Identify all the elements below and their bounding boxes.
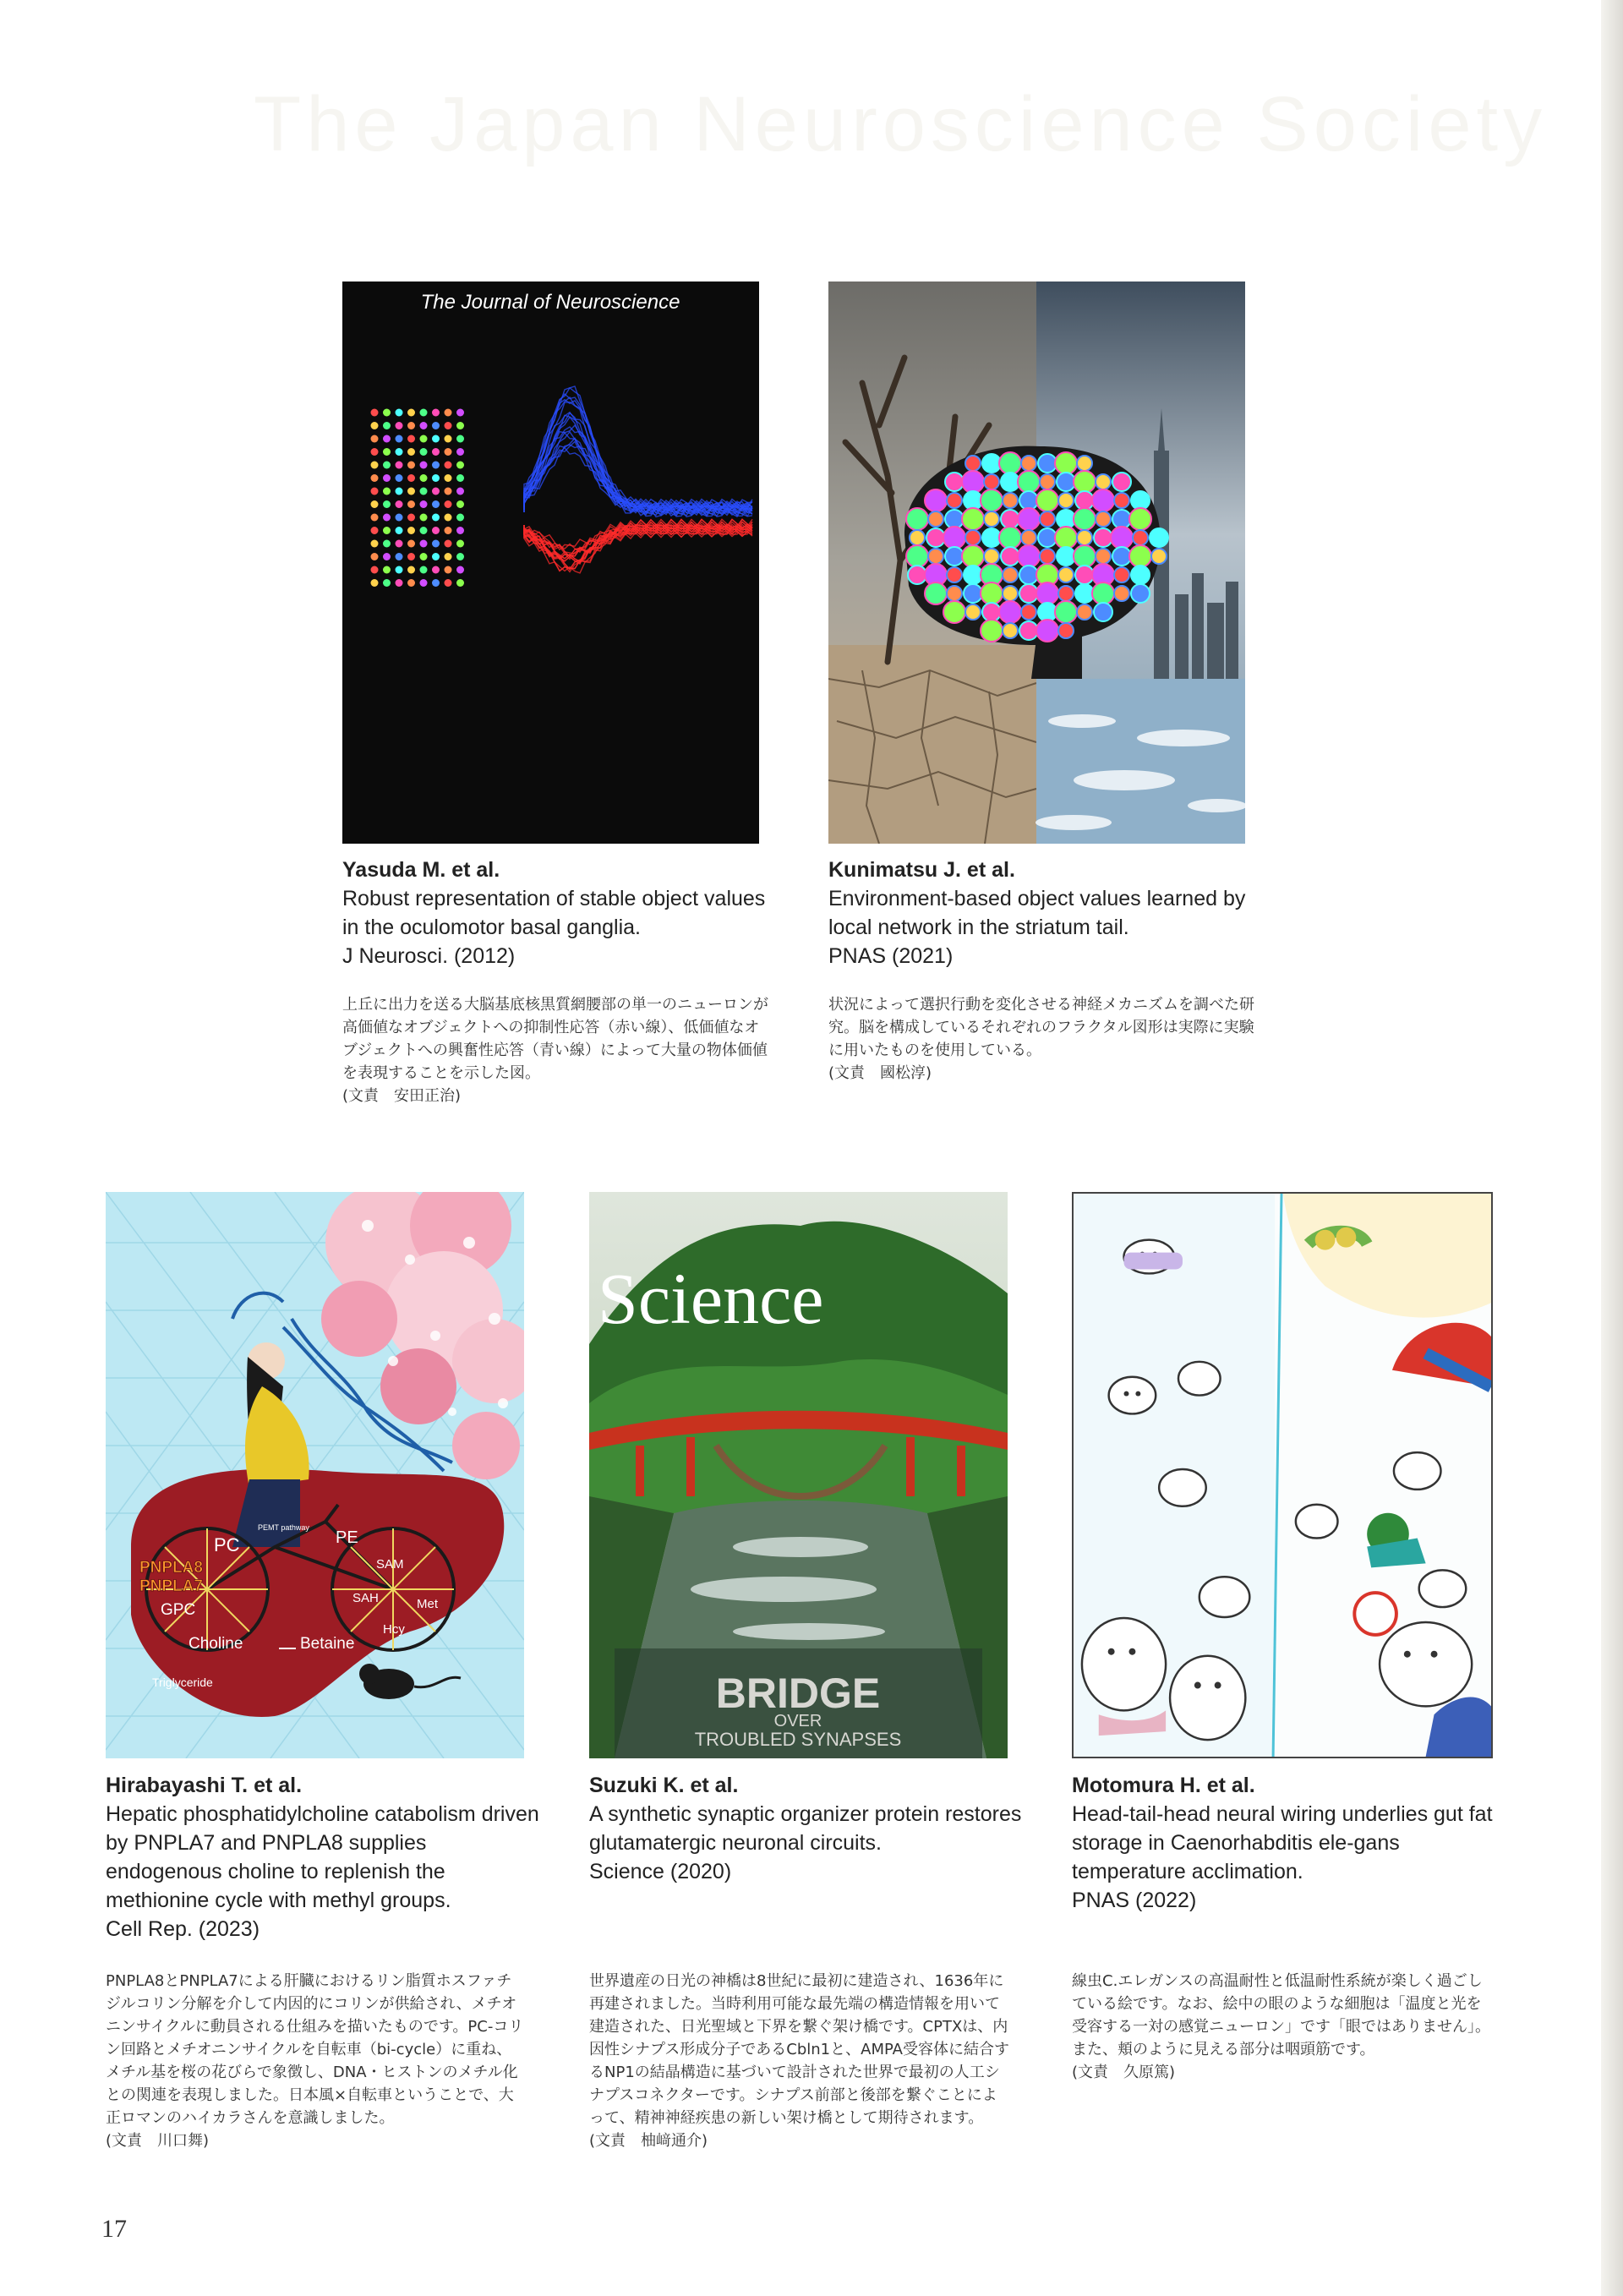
fractal-dot [407,474,415,482]
fractal-dot [1096,549,1111,564]
description-hirabayashi [106,1970,527,2152]
fractal-dot [1096,511,1111,527]
fractal-dot [407,566,415,574]
fractal-dot [1001,510,1019,528]
fractal-dot [1077,530,1092,545]
fractal-dot [371,500,379,508]
fractal-dot [1151,549,1167,564]
fractal-dot [1058,623,1074,638]
fractal-dot [982,528,1001,547]
paper-title: A synthetic synaptic organizer protein restores glutamatergic neuronal circuits. [589,1802,1022,1855]
fractal-dot [962,471,984,493]
fractal-dot [984,474,999,489]
journal: J Neurosci. (2012) [342,944,516,968]
fractal-dot [383,409,391,417]
fractal-dot [1036,582,1058,604]
science-cover-art [589,1192,1008,1758]
fractal-dot [445,500,452,508]
fractal-dot [1112,547,1131,566]
fractal-dot [432,462,440,469]
fractal-dot [943,601,965,623]
fractal-dot [984,549,999,564]
fractal-dot [456,540,464,548]
float-ring [1124,1253,1183,1270]
fractal-dot [1129,545,1151,567]
fractal-dot [383,540,391,548]
beach-ball [1354,1593,1396,1635]
fractal-dot [432,579,440,587]
fractal-dot [383,579,391,587]
fractal-dot [925,489,947,511]
description-credit: (文責 久原篤) [1072,2064,1176,2081]
fractal-dot [383,527,391,534]
label-sah: SAH [352,1591,379,1605]
label-pnpla7: PNPLA7 [139,1577,203,1595]
fractal-dot [1001,473,1019,491]
description-suzuki [589,1970,1010,2152]
fractal-dot [1150,528,1168,547]
celegans-illustration [1074,1194,1491,1757]
fractal-dot [1018,471,1040,493]
fractal-dot [396,553,403,560]
description-text: 線虫C.エレガンスの高温耐性と低温耐性系統が楽しく過ごしている絵です。なお、絵中の眼のような細胞は「温度と光を受容する一対の感覚ニューロン」です「眼ではありません」。また、頬のように見える部分は咽頭筋です。 [1072,1972,1490,2058]
fractal-dot [383,514,391,522]
fractal-dot [432,527,440,534]
fractal-dot [1021,604,1036,620]
cover-jneurosci [342,282,759,844]
fractal-dot [1133,530,1148,545]
fractal-dot [945,510,964,528]
fractal-dot [371,540,379,548]
fractal-dot [407,462,415,469]
fractal-dot [371,435,379,443]
caption-suzuki [589,1771,1029,1886]
paper-title: Head-tail-head neural wiring underlies gut fat storage in Caenorhabditis ele-gans temperature acclimation. [1072,1802,1493,1883]
headline-bridge: BRIDGE [715,1670,881,1717]
fractal-dot [407,579,415,587]
fractal-dot [432,566,440,574]
science-masthead: Science [598,1258,824,1339]
cover-journal-title: The Journal of Neuroscience [420,291,680,314]
fractal-dot [1003,567,1018,582]
description-credit: (文責 柚﨑通介) [589,2132,708,2150]
fractal-dot [945,473,964,491]
fractal-dot [1019,621,1038,640]
fractal-dot [420,462,428,469]
fractal-dot [371,514,379,522]
cover-cellrep [106,1192,524,1758]
fractal-dot [456,566,464,574]
fractal-dot [432,448,440,456]
fractal-dot [432,435,440,443]
fractal-dot [1018,545,1040,567]
fractal-dot [456,435,464,443]
fractal-dot [1131,491,1150,510]
fractal-dot [1055,527,1077,549]
fractal-dot [964,584,982,603]
fractal-dot [926,528,945,547]
fractal-dot [1114,567,1129,582]
fractal-dot [1112,473,1131,491]
fractal-dot [1003,623,1018,638]
fractal-dot [906,545,928,567]
fractal-dot [396,500,403,508]
label-pnpla8: PNPLA8 [139,1559,203,1577]
fractal-dot [999,452,1021,474]
fractal-dot [407,448,415,456]
caption-hirabayashi [106,1771,545,1943]
label-met: Met [417,1597,439,1611]
journal: PNAS (2021) [828,944,954,968]
journal: Cell Rep. (2023) [106,1917,260,1941]
fractal-dot [1021,456,1036,471]
fractal-dot [396,474,403,482]
fractal-dot [456,514,464,522]
fractal-dot [371,566,379,574]
fractal-dot [407,500,415,508]
fractal-dot [420,579,428,587]
fractal-dot [1057,510,1075,528]
label-triglyceride: Triglyceride [152,1676,213,1689]
fractal-dot [928,549,943,564]
fractal-dot [432,540,440,548]
fractal-dot [445,553,452,560]
fractal-dot [420,409,428,417]
fractal-dot [1129,508,1151,530]
fractal-dot [371,409,379,417]
cellrep-cover-art [106,1192,524,1758]
fractal-dot [396,409,403,417]
fractal-dot [999,601,1021,623]
cover-celegans [1072,1192,1493,1758]
fractal-dot [371,579,379,587]
author: Kunimatsu J. et al. [828,858,1015,882]
fractal-dot [1096,474,1111,489]
fractal-dot [1001,547,1019,566]
fractal-dot [432,474,440,482]
fractal-dot [981,582,1003,604]
fractal-dot [445,488,452,495]
fractal-dot [396,566,403,574]
fractal-dot [999,527,1021,549]
fractal-dot [1114,586,1129,601]
fractal-dot [1040,549,1055,564]
fractal-dot [1019,584,1038,603]
fractal-dot [371,527,379,534]
fractal-dot [420,422,428,429]
fractal-dot [1131,566,1150,584]
label-pe: PE [336,1528,358,1547]
fractal-dot [371,422,379,429]
fractal-dot [947,493,962,508]
fractal-dot [964,491,982,510]
fractal-dot [1077,604,1092,620]
fractal-dot [456,553,464,560]
paper-title: Environment-based object values learned by local network in the striatum tail. [828,887,1246,939]
fractal-dot [383,566,391,574]
fractal-dot [1058,493,1074,508]
caption-motomura [1072,1771,1511,1915]
fractal-dot [456,488,464,495]
fractal-dot [445,435,452,443]
fractal-dot [965,604,981,620]
fractal-dot [396,514,403,522]
fractal-dot [371,462,379,469]
fractal-dot [1038,454,1057,473]
fractal-dot [445,409,452,417]
fractal-dot [396,462,403,469]
journal: PNAS (2022) [1072,1889,1197,1912]
fractal-dot [445,540,452,548]
description-kunimatsu [828,993,1255,1085]
author: Motomura H. et al. [1072,1774,1255,1797]
fractal-dot [445,422,452,429]
fractal-dot [420,553,428,560]
fractal-dot [925,582,947,604]
fractal-dot [1094,528,1112,547]
fractal-dot [420,566,428,574]
fractal-dot [981,620,1003,642]
fractal-dot [456,409,464,417]
description-yasuda [342,993,769,1107]
cover-pnas-brain [828,282,1245,844]
label-gpc: GPC [161,1601,196,1619]
fractal-dot [1040,511,1055,527]
fractal-dot [445,527,452,534]
fractal-dot [396,422,403,429]
fractal-dot [1058,567,1074,582]
fractal-dot [383,500,391,508]
label-betaine: Betaine [300,1635,355,1653]
headline-synapses: TROUBLED SYNAPSES [694,1729,902,1750]
fractal-dot [947,586,962,601]
fractal-dot [445,474,452,482]
fractal-dot [445,448,452,456]
headline-over: OVER [773,1712,822,1730]
fractal-dot [420,527,428,534]
fractal-dot [396,435,403,443]
fractal-dot [456,500,464,508]
fractal-dot [432,422,440,429]
fractal-dot [445,566,452,574]
fractal-dot [396,540,403,548]
fractal-dot [965,530,981,545]
fractal-dot [383,462,391,469]
fractal-dot [1131,584,1150,603]
fractal-dot [964,566,982,584]
fractal-dot [432,500,440,508]
fractal-dot [1074,508,1096,530]
fractal-dot [910,530,925,545]
fractal-dot [432,409,440,417]
label-choline: Choline [189,1635,243,1653]
fractal-dot [407,422,415,429]
fractal-dot [962,508,984,530]
fractal-dot [1111,527,1133,549]
brain-cover-art [828,282,1245,844]
fractal-dot [420,514,428,522]
fractal-dot [943,527,965,549]
label-hcy: Hcy [383,1622,405,1637]
fractal-dot [445,514,452,522]
fractal-dot [1077,456,1092,471]
fractal-dot [456,448,464,456]
fractal-dot [432,488,440,495]
fractal-dot [407,488,415,495]
fractal-dot [982,454,1001,473]
fractal-dot [1019,491,1038,510]
fractal-dot [965,456,981,471]
fractal-dot [1074,545,1096,567]
society-watermark: The Japan Neuroscience Society [254,81,1548,167]
page-edge-shadow [1601,0,1623,2296]
fractal-dot [1021,530,1036,545]
description-text: 上丘に出力を送る大脳基底核黒質網腰部の単一のニューロンが高価値なオブジェクトへの抑制性応答（赤い線）、低価値なオブジェクトへの興奮性応答（青い線）によって大量の物体価値を表現することを示した図。 [342,996,768,1082]
fractal-dot [1057,473,1075,491]
fractal-dot [420,540,428,548]
fractal-dot [371,553,379,560]
fractal-dot [984,511,999,527]
label-pc: PC [214,1534,240,1555]
fractal-dot [947,567,962,582]
fractal-dot [407,527,415,534]
fractal-dot [432,514,440,522]
cover-science [589,1192,1008,1758]
fractal-dot [420,448,428,456]
fractal-dot [383,448,391,456]
fractal-dot [420,500,428,508]
author: Suzuki K. et al. [589,1774,739,1797]
fractal-dot [407,435,415,443]
fractal-dot [396,579,403,587]
fractal-dot [1040,474,1055,489]
fractal-dot [1038,603,1057,621]
fractal-dot [383,435,391,443]
label-pemt: PEMT pathway [258,1523,309,1532]
description-text: 世界遺産の日光の神橋は8世紀に最初に建造され、1636年に再建されました。当時利用可能な最先端の構造情報を用いて建造された、日光聖域と下界を繋ぐ架け橋です。CPTXは、内因性シナプス形成分子であるCbln1と、AMPA受容体に結合するNP1の結晶構造に基づいて設計された世界で最初の人工シナプスコネクターです。シナプス前部と後部を繋ぐことによって、精神神経疾患の新しい架け橋として期待されます。 [589,1972,1009,2127]
fractal-dot [383,422,391,429]
fractal-dot [1112,510,1131,528]
fractal-dot [383,488,391,495]
fractal-dot [407,540,415,548]
fractal-dot [1075,491,1094,510]
fractal-dot [1114,493,1129,508]
fractal-dot [1003,493,1018,508]
fractal-dot [928,511,943,527]
fractal-dot [1092,582,1114,604]
description-credit: (文責 安田正治) [342,1087,462,1105]
fractal-dot [1094,603,1112,621]
fractal-dot [456,527,464,534]
fractal-dot [982,603,1001,621]
fractal-dot [1055,452,1077,474]
fractal-dot [456,422,464,429]
fractal-dot [1038,528,1057,547]
fractal-dot [1057,547,1075,566]
fractal-dot [1075,566,1094,584]
fractal-dot [445,579,452,587]
fractal-dot [1058,586,1074,601]
fractal-dot [383,553,391,560]
label-sam: SAM [376,1557,404,1572]
fractal-dot [981,489,1003,511]
fractal-dot [396,448,403,456]
journal: Science (2020) [589,1860,732,1883]
fractal-dot [945,547,964,566]
description-credit: (文責 國松淳) [828,1064,932,1082]
fractal-dot [432,553,440,560]
description-motomura [1072,1970,1495,2084]
description-text: PNPLA8とPNPLA7による肝臓におけるリン脂質ホスファチジルコリン分解を介して内因的にコリンが供給され、メチオニンサイクルに動員される仕組みを描いたものです。PC-コリン回路とメチオニンサイクルを自転車（bi-cycle）に重ね、メチル基を桜の花びらで象徴し、DNA・ヒストンのメチル化との関連を表現しました。日本風×自転車ということで、大正ロマンのハイカラさんを意識しました。 [106,1972,524,2127]
caption-kunimatsu [828,856,1268,970]
fractal-dot [1019,566,1038,584]
fractal-dot [908,566,926,584]
fractal-dot [383,474,391,482]
fractal-dot [407,409,415,417]
fractal-dot [371,488,379,495]
fractal-dot [1092,489,1114,511]
fractal-dot [1003,586,1018,601]
author: Hirabayashi T. et al. [106,1774,303,1797]
description-text: 状況によって選択行動を変化させる神経メカニズムを調べた研究。脳を構成しているそれぞれのフラクタル図形は実際に実験に用いたものを使用している。 [828,996,1254,1059]
paper-title: Robust representation of stable object values in the oculomotor basal ganglia. [342,887,766,939]
fractal-dot [396,527,403,534]
fractal-dot [445,462,452,469]
fractal-dot [371,474,379,482]
author: Yasuda M. et al. [342,858,500,882]
fractal-dot [420,474,428,482]
fractal-dot [407,514,415,522]
fractal-dot [420,488,428,495]
fractal-dot [1036,620,1058,642]
fractal-dot [396,488,403,495]
fractal-dot [371,448,379,456]
fractal-dot [962,545,984,567]
page-number: 17 [101,2215,127,2243]
fractal-dot [1036,489,1058,511]
fractal-dot [1074,471,1096,493]
fractal-dot [407,553,415,560]
fractal-dot [906,508,928,530]
description-credit: (文責 川口舞) [106,2132,210,2150]
caption-yasuda [342,856,782,970]
fractal-dot [456,579,464,587]
fractal-dot [456,474,464,482]
fractal-dot [1075,584,1094,603]
paper-title: Hepatic phosphatidylcholine catabolism driven by PNPLA7 and PNPLA8 supplies endogenous choline to replenish the methionine cycle with methyl groups. [106,1802,539,1912]
fractal-dot [1018,508,1040,530]
fractal-dot [420,435,428,443]
fractal-dot [1055,601,1077,623]
fractal-dot [456,462,464,469]
jneurosci-cover-art [342,282,759,844]
